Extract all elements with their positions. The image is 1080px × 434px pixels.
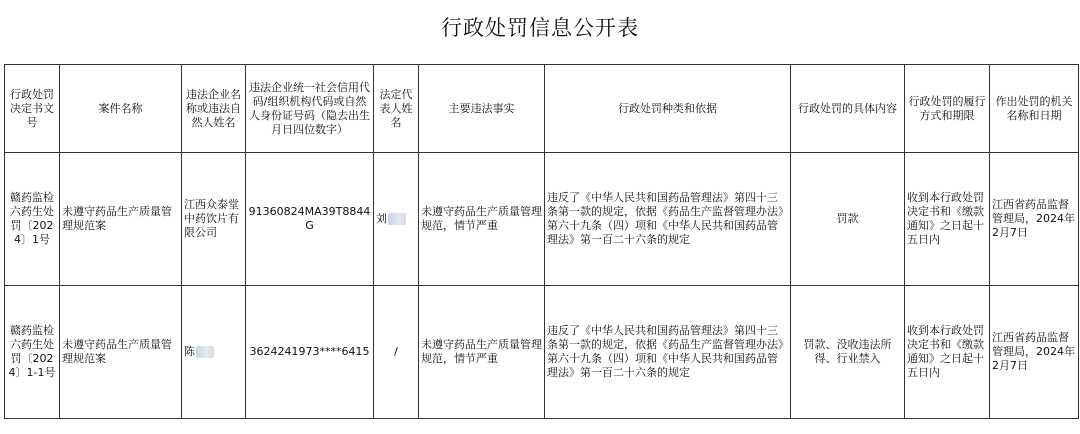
cell-content: 罚款、没收违法所得、行业禁入 [791,286,905,419]
table-row [5,286,1079,419]
header-case-name: 案件名称 [60,65,182,153]
cell-credit-code: 91360824MA39T8844G [246,153,374,286]
header-basis: 行政处罚种类和依据 [545,65,791,153]
cell-case-name: 未遵守药品生产质量管理规范案 [60,286,182,419]
table-header-row [5,65,1079,153]
cell-authority: 江西省药品监督管理局，2024年2月7日 [990,153,1079,286]
cell-party [182,286,246,419]
table-row [5,153,1079,286]
cell-method: 收到本行政处罚决定书和《缴款通知》之日起十五日内 [905,153,990,286]
cell-case-name: 未遵守药品生产质量管理规范案 [60,153,182,286]
cell-doc-no: 赣药监检六药生处罚〔2024〕1号 [5,153,60,286]
party-name: 陈 [184,345,195,358]
header-credit-code: 违法企业统一社会信用代码/组织机构代码或自然人身份证号码（隐去出生月日四位数字） [246,65,374,153]
cell-authority: 江西省药品监督管理局，2024年2月7日 [990,286,1079,419]
cell-facts: 未遵守药品生产质量管理规范，情节严重 [419,286,545,419]
header-method: 行政处罚的履行方式和期限 [905,65,990,153]
cell-party: 江西众泰堂中药饮片有限公司 [182,153,246,286]
legal-rep-name: 刘 [376,212,387,225]
header-legal-rep: 法定代表人姓名 [374,65,419,153]
cell-method: 收到本行政处罚决定书和《缴款通知》之日起十五日内 [905,286,990,419]
header-content: 行政处罚的具体内容 [791,65,905,153]
cell-legal-rep [374,153,419,286]
header-party: 违法企业名称或违法自然人姓名 [182,65,246,153]
header-authority: 作出处罚的机关名称和日期 [990,65,1079,153]
redaction-blur [196,346,214,358]
cell-credit-code: 3624241973****6415 [246,286,374,419]
penalty-table [4,64,1079,419]
cell-basis: 违反了《中华人民共和国药品管理法》第四十三条第一款的规定，依据《药品生产监督管理办法》第六十九条（四）项和《中华人民共和国药品管理法》第一百二十六条的规定 [545,286,791,419]
cell-facts: 未遵守药品生产质量管理规范，情节严重 [419,153,545,286]
cell-legal-rep: / [374,286,419,419]
page-title: 行政处罚信息公开表 [441,16,639,40]
header-doc-no: 行政处罚决定书文号 [5,65,60,153]
redaction-blur [388,213,406,225]
cell-content: 罚款 [791,153,905,286]
cell-basis: 违反了《中华人民共和国药品管理法》第四十三条第一款的规定，依据《药品生产监督管理办法》第六十九条（四）项和《中华人民共和国药品管理法》第一百二十六条的规定 [545,153,791,286]
cell-doc-no: 赣药监检六药生处罚〔2024〕1-1号 [5,286,60,419]
header-facts: 主要违法事实 [419,65,545,153]
